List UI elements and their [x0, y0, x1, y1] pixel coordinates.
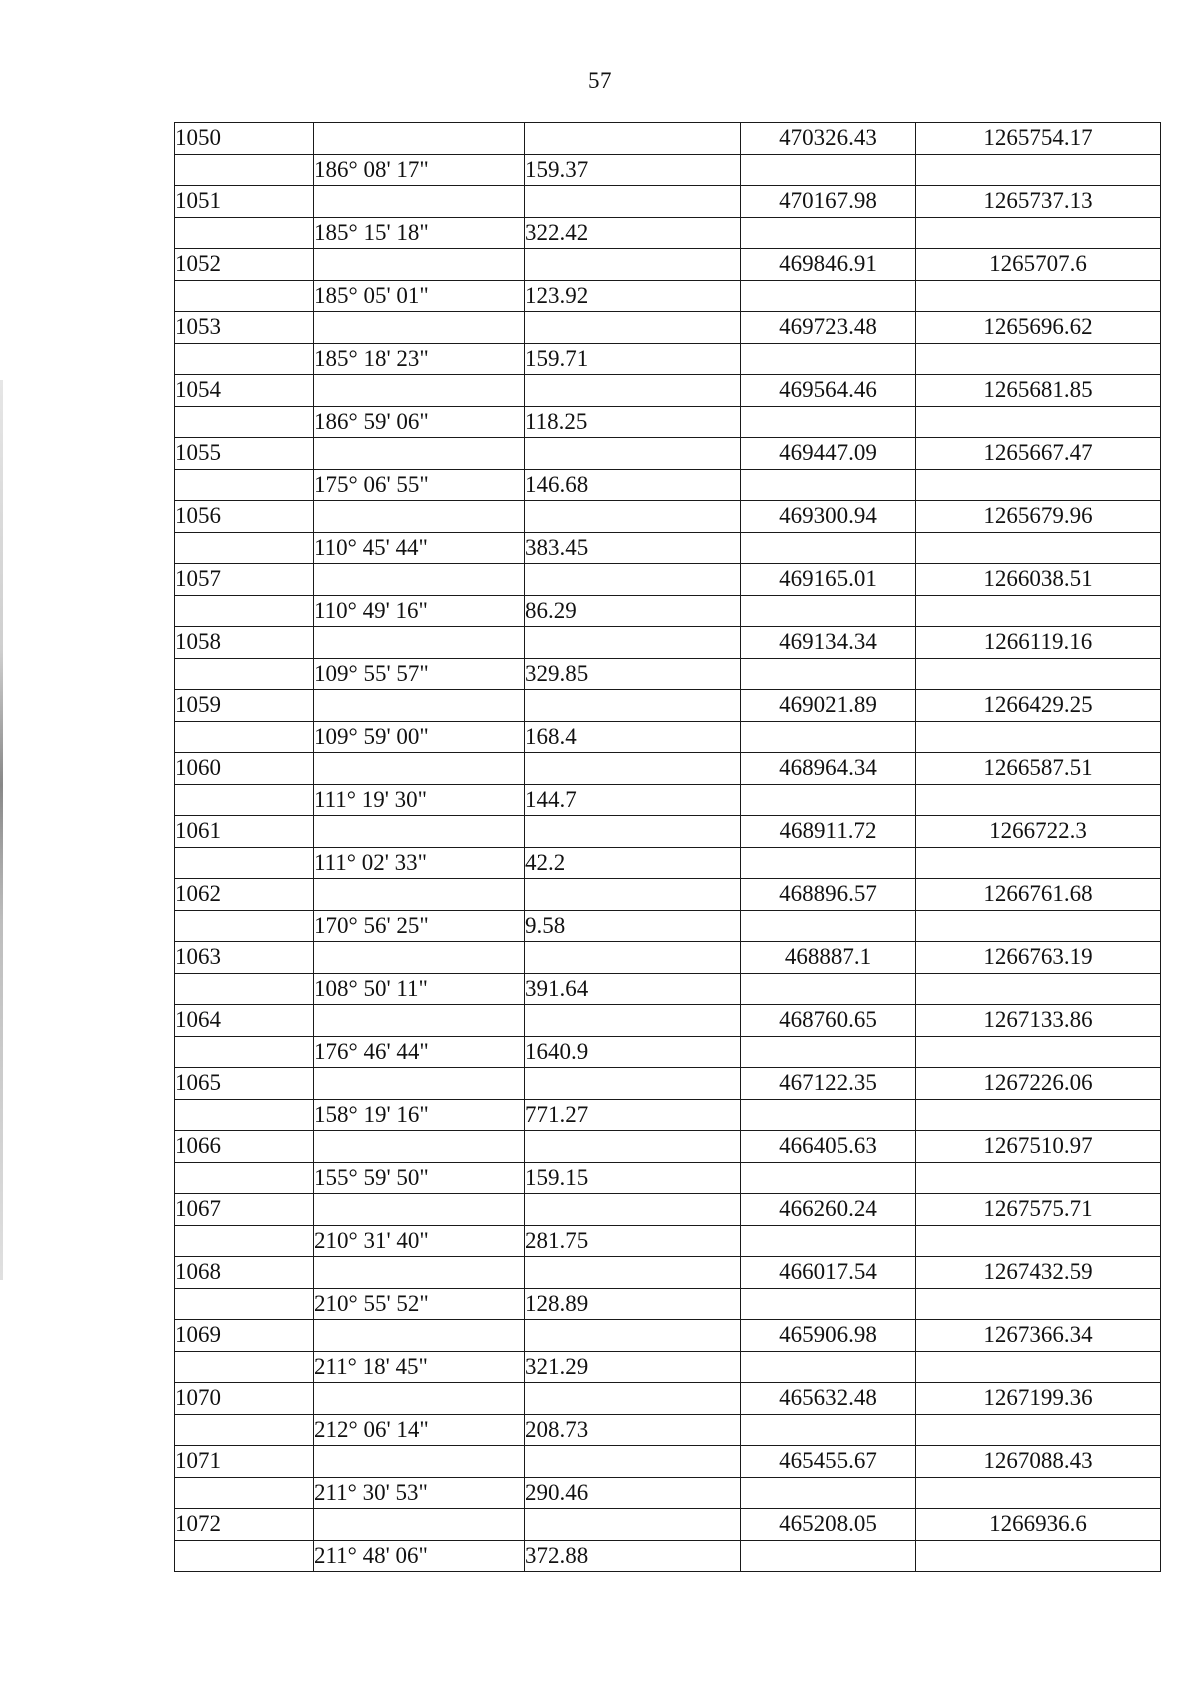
point-number-cell: 1070 [175, 1383, 314, 1415]
distance-cell [525, 438, 741, 470]
segment-row [175, 910, 1161, 942]
y-coordinate-cell [916, 595, 1161, 627]
distance-cell: 168.4 [525, 721, 741, 753]
distance-cell [525, 312, 741, 344]
segment-row [175, 721, 1161, 753]
y-coordinate-cell [916, 532, 1161, 564]
x-coordinate-cell [741, 595, 916, 627]
point-row [175, 879, 1161, 911]
y-coordinate-cell: 1266119.16 [916, 627, 1161, 659]
x-coordinate-cell: 468964.34 [741, 753, 916, 785]
point-number-cell [175, 280, 314, 312]
point-row [175, 1131, 1161, 1163]
y-coordinate-cell [916, 784, 1161, 816]
point-number-cell [175, 343, 314, 375]
segment-row [175, 406, 1161, 438]
x-coordinate-cell: 466405.63 [741, 1131, 916, 1163]
bearing-cell [314, 123, 525, 155]
bearing-cell [314, 879, 525, 911]
bearing-cell: 185° 05' 01" [314, 280, 525, 312]
distance-cell [525, 375, 741, 407]
segment-row [175, 595, 1161, 627]
point-row [175, 564, 1161, 596]
distance-cell: 383.45 [525, 532, 741, 564]
x-coordinate-cell: 465632.48 [741, 1383, 916, 1415]
y-coordinate-cell [916, 1099, 1161, 1131]
bearing-cell: 211° 48' 06" [314, 1540, 525, 1572]
segment-row [175, 1162, 1161, 1194]
distance-cell: 159.71 [525, 343, 741, 375]
point-row [175, 1005, 1161, 1037]
point-number-cell [175, 658, 314, 690]
x-coordinate-cell: 465455.67 [741, 1446, 916, 1478]
y-coordinate-cell [916, 910, 1161, 942]
distance-cell [525, 1131, 741, 1163]
bearing-cell [314, 312, 525, 344]
point-row [175, 1068, 1161, 1100]
bearing-cell [314, 1194, 525, 1226]
distance-cell: 290.46 [525, 1477, 741, 1509]
bearing-cell: 176° 46' 44" [314, 1036, 525, 1068]
segment-row [175, 784, 1161, 816]
x-coordinate-cell [741, 1162, 916, 1194]
bearing-cell [314, 186, 525, 218]
distance-cell: 86.29 [525, 595, 741, 627]
distance-cell: 1640.9 [525, 1036, 741, 1068]
x-coordinate-cell: 465906.98 [741, 1320, 916, 1352]
coordinates-table-body [175, 123, 1161, 1572]
bearing-cell: 108° 50' 11" [314, 973, 525, 1005]
x-coordinate-cell [741, 973, 916, 1005]
bearing-cell: 175° 06' 55" [314, 469, 525, 501]
y-coordinate-cell [916, 1288, 1161, 1320]
distance-cell: 329.85 [525, 658, 741, 690]
y-coordinate-cell: 1265679.96 [916, 501, 1161, 533]
segment-row [175, 1540, 1161, 1572]
bearing-cell: 109° 55' 57" [314, 658, 525, 690]
x-coordinate-cell [741, 1351, 916, 1383]
point-number-cell: 1068 [175, 1257, 314, 1289]
y-coordinate-cell: 1266038.51 [916, 564, 1161, 596]
page-number: 57 [588, 68, 612, 93]
segment-row [175, 1099, 1161, 1131]
point-number-cell [175, 1099, 314, 1131]
point-number-cell [175, 1225, 314, 1257]
segment-row [175, 1414, 1161, 1446]
segment-row [175, 1477, 1161, 1509]
distance-cell [525, 816, 741, 848]
point-number-cell [175, 721, 314, 753]
x-coordinate-cell: 469846.91 [741, 249, 916, 281]
y-coordinate-cell: 1265754.17 [916, 123, 1161, 155]
x-coordinate-cell: 467122.35 [741, 1068, 916, 1100]
bearing-cell [314, 564, 525, 596]
y-coordinate-cell [916, 1477, 1161, 1509]
point-row [175, 1257, 1161, 1289]
y-coordinate-cell [916, 658, 1161, 690]
distance-cell: 9.58 [525, 910, 741, 942]
point-row [175, 501, 1161, 533]
y-coordinate-cell [916, 154, 1161, 186]
y-coordinate-cell [916, 847, 1161, 879]
y-coordinate-cell [916, 406, 1161, 438]
y-coordinate-cell: 1267432.59 [916, 1257, 1161, 1289]
x-coordinate-cell [741, 847, 916, 879]
x-coordinate-cell: 466260.24 [741, 1194, 916, 1226]
y-coordinate-cell: 1267226.06 [916, 1068, 1161, 1100]
y-coordinate-cell [916, 973, 1161, 1005]
segment-row [175, 217, 1161, 249]
scan-edge-shadow [0, 380, 3, 1280]
point-number-cell: 1051 [175, 186, 314, 218]
x-coordinate-cell: 469564.46 [741, 375, 916, 407]
bearing-cell [314, 501, 525, 533]
x-coordinate-cell [741, 1288, 916, 1320]
segment-row [175, 532, 1161, 564]
distance-cell: 159.37 [525, 154, 741, 186]
point-number-cell: 1066 [175, 1131, 314, 1163]
distance-cell: 146.68 [525, 469, 741, 501]
y-coordinate-cell: 1266763.19 [916, 942, 1161, 974]
segment-row [175, 1288, 1161, 1320]
bearing-cell: 185° 15' 18" [314, 217, 525, 249]
x-coordinate-cell [741, 406, 916, 438]
bearing-cell: 186° 59' 06" [314, 406, 525, 438]
point-row [175, 438, 1161, 470]
point-number-cell: 1050 [175, 123, 314, 155]
x-coordinate-cell [741, 910, 916, 942]
point-number-cell: 1072 [175, 1509, 314, 1541]
bearing-cell: 111° 02' 33" [314, 847, 525, 879]
point-number-cell: 1058 [175, 627, 314, 659]
x-coordinate-cell: 466017.54 [741, 1257, 916, 1289]
point-number-cell [175, 1162, 314, 1194]
distance-cell [525, 186, 741, 218]
distance-cell [525, 564, 741, 596]
bearing-cell [314, 627, 525, 659]
x-coordinate-cell [741, 1540, 916, 1572]
coordinates-table [174, 122, 1161, 1572]
bearing-cell [314, 816, 525, 848]
segment-row [175, 154, 1161, 186]
point-number-cell [175, 1288, 314, 1320]
y-coordinate-cell [916, 1162, 1161, 1194]
x-coordinate-cell: 468911.72 [741, 816, 916, 848]
segment-row [175, 469, 1161, 501]
point-row [175, 753, 1161, 785]
bearing-cell [314, 753, 525, 785]
x-coordinate-cell: 469134.34 [741, 627, 916, 659]
point-number-cell [175, 1477, 314, 1509]
bearing-cell: 212° 06' 14" [314, 1414, 525, 1446]
x-coordinate-cell [741, 1414, 916, 1446]
point-row [175, 1194, 1161, 1226]
point-number-cell: 1062 [175, 879, 314, 911]
point-row [175, 1509, 1161, 1541]
x-coordinate-cell [741, 721, 916, 753]
distance-cell [525, 1068, 741, 1100]
point-number-cell: 1065 [175, 1068, 314, 1100]
point-number-cell [175, 469, 314, 501]
point-row [175, 690, 1161, 722]
point-number-cell [175, 1540, 314, 1572]
x-coordinate-cell [741, 469, 916, 501]
bearing-cell: 210° 31' 40" [314, 1225, 525, 1257]
point-number-cell [175, 595, 314, 627]
distance-cell: 372.88 [525, 1540, 741, 1572]
bearing-cell [314, 1320, 525, 1352]
distance-cell: 128.89 [525, 1288, 741, 1320]
point-number-cell: 1071 [175, 1446, 314, 1478]
distance-cell: 322.42 [525, 217, 741, 249]
point-number-cell [175, 784, 314, 816]
y-coordinate-cell [916, 217, 1161, 249]
bearing-cell: 110° 49' 16" [314, 595, 525, 627]
point-number-cell: 1061 [175, 816, 314, 848]
segment-row [175, 280, 1161, 312]
segment-row [175, 847, 1161, 879]
segment-row [175, 1036, 1161, 1068]
x-coordinate-cell [741, 532, 916, 564]
point-number-cell [175, 910, 314, 942]
distance-cell [525, 942, 741, 974]
x-coordinate-cell [741, 154, 916, 186]
point-number-cell: 1067 [175, 1194, 314, 1226]
segment-row [175, 658, 1161, 690]
distance-cell: 118.25 [525, 406, 741, 438]
distance-cell [525, 690, 741, 722]
distance-cell [525, 1509, 741, 1541]
distance-cell: 159.15 [525, 1162, 741, 1194]
distance-cell [525, 1446, 741, 1478]
point-number-cell: 1069 [175, 1320, 314, 1352]
y-coordinate-cell [916, 1036, 1161, 1068]
y-coordinate-cell: 1267088.43 [916, 1446, 1161, 1478]
x-coordinate-cell: 468896.57 [741, 879, 916, 911]
y-coordinate-cell [916, 1225, 1161, 1257]
bearing-cell: 155° 59' 50" [314, 1162, 525, 1194]
bearing-cell [314, 438, 525, 470]
point-number-cell: 1064 [175, 1005, 314, 1037]
distance-cell [525, 1005, 741, 1037]
bearing-cell [314, 1131, 525, 1163]
bearing-cell: 211° 18' 45" [314, 1351, 525, 1383]
bearing-cell: 210° 55' 52" [314, 1288, 525, 1320]
point-number-cell: 1056 [175, 501, 314, 533]
y-coordinate-cell: 1266587.51 [916, 753, 1161, 785]
bearing-cell: 185° 18' 23" [314, 343, 525, 375]
y-coordinate-cell [916, 343, 1161, 375]
bearing-cell [314, 1257, 525, 1289]
bearing-cell [314, 375, 525, 407]
point-row [175, 816, 1161, 848]
point-number-cell [175, 217, 314, 249]
distance-cell [525, 501, 741, 533]
y-coordinate-cell: 1265667.47 [916, 438, 1161, 470]
segment-row [175, 1351, 1161, 1383]
point-number-cell: 1053 [175, 312, 314, 344]
distance-cell [525, 1194, 741, 1226]
x-coordinate-cell [741, 1036, 916, 1068]
y-coordinate-cell: 1267133.86 [916, 1005, 1161, 1037]
y-coordinate-cell: 1266936.6 [916, 1509, 1161, 1541]
x-coordinate-cell: 469021.89 [741, 690, 916, 722]
point-number-cell [175, 406, 314, 438]
bearing-cell: 170° 56' 25" [314, 910, 525, 942]
x-coordinate-cell [741, 658, 916, 690]
point-row [175, 312, 1161, 344]
point-number-cell [175, 973, 314, 1005]
y-coordinate-cell [916, 1540, 1161, 1572]
point-number-cell [175, 1351, 314, 1383]
y-coordinate-cell: 1266722.3 [916, 816, 1161, 848]
y-coordinate-cell: 1267510.97 [916, 1131, 1161, 1163]
y-coordinate-cell: 1267366.34 [916, 1320, 1161, 1352]
bearing-cell: 211° 30' 53" [314, 1477, 525, 1509]
x-coordinate-cell: 468760.65 [741, 1005, 916, 1037]
x-coordinate-cell [741, 1099, 916, 1131]
point-number-cell: 1055 [175, 438, 314, 470]
point-number-cell: 1063 [175, 942, 314, 974]
x-coordinate-cell [741, 217, 916, 249]
y-coordinate-cell [916, 1414, 1161, 1446]
y-coordinate-cell: 1265681.85 [916, 375, 1161, 407]
point-number-cell: 1054 [175, 375, 314, 407]
distance-cell: 321.29 [525, 1351, 741, 1383]
segment-row [175, 343, 1161, 375]
distance-cell: 123.92 [525, 280, 741, 312]
bearing-cell [314, 1446, 525, 1478]
bearing-cell: 110° 45' 44" [314, 532, 525, 564]
bearing-cell [314, 1005, 525, 1037]
x-coordinate-cell: 468887.1 [741, 942, 916, 974]
bearing-cell [314, 1068, 525, 1100]
segment-row [175, 973, 1161, 1005]
distance-cell [525, 123, 741, 155]
point-number-cell: 1052 [175, 249, 314, 281]
x-coordinate-cell: 469165.01 [741, 564, 916, 596]
distance-cell: 208.73 [525, 1414, 741, 1446]
x-coordinate-cell [741, 784, 916, 816]
point-number-cell: 1057 [175, 564, 314, 596]
point-number-cell: 1060 [175, 753, 314, 785]
point-row [175, 375, 1161, 407]
point-row [175, 249, 1161, 281]
distance-cell [525, 1320, 741, 1352]
point-row [175, 123, 1161, 155]
x-coordinate-cell: 470167.98 [741, 186, 916, 218]
x-coordinate-cell: 470326.43 [741, 123, 916, 155]
x-coordinate-cell [741, 1225, 916, 1257]
x-coordinate-cell: 469300.94 [741, 501, 916, 533]
y-coordinate-cell: 1265737.13 [916, 186, 1161, 218]
bearing-cell [314, 1509, 525, 1541]
distance-cell [525, 1383, 741, 1415]
y-coordinate-cell [916, 721, 1161, 753]
distance-cell: 391.64 [525, 973, 741, 1005]
bearing-cell [314, 1383, 525, 1415]
y-coordinate-cell: 1265707.6 [916, 249, 1161, 281]
point-number-cell [175, 1414, 314, 1446]
point-row [175, 627, 1161, 659]
y-coordinate-cell [916, 469, 1161, 501]
point-number-cell [175, 847, 314, 879]
point-row [175, 1383, 1161, 1415]
distance-cell: 144.7 [525, 784, 741, 816]
point-row [175, 1320, 1161, 1352]
y-coordinate-cell: 1267199.36 [916, 1383, 1161, 1415]
point-row [175, 186, 1161, 218]
bearing-cell: 158° 19' 16" [314, 1099, 525, 1131]
y-coordinate-cell: 1266429.25 [916, 690, 1161, 722]
y-coordinate-cell [916, 1351, 1161, 1383]
distance-cell: 42.2 [525, 847, 741, 879]
x-coordinate-cell [741, 280, 916, 312]
point-number-cell: 1059 [175, 690, 314, 722]
bearing-cell [314, 249, 525, 281]
point-row [175, 1446, 1161, 1478]
distance-cell: 771.27 [525, 1099, 741, 1131]
distance-cell [525, 1257, 741, 1289]
x-coordinate-cell: 469447.09 [741, 438, 916, 470]
point-row [175, 942, 1161, 974]
y-coordinate-cell [916, 280, 1161, 312]
distance-cell [525, 753, 741, 785]
point-number-cell [175, 1036, 314, 1068]
bearing-cell [314, 942, 525, 974]
x-coordinate-cell: 469723.48 [741, 312, 916, 344]
y-coordinate-cell: 1266761.68 [916, 879, 1161, 911]
bearing-cell: 111° 19' 30" [314, 784, 525, 816]
bearing-cell [314, 690, 525, 722]
x-coordinate-cell: 465208.05 [741, 1509, 916, 1541]
bearing-cell: 186° 08' 17" [314, 154, 525, 186]
point-number-cell [175, 532, 314, 564]
point-number-cell [175, 154, 314, 186]
distance-cell [525, 879, 741, 911]
y-coordinate-cell: 1265696.62 [916, 312, 1161, 344]
y-coordinate-cell: 1267575.71 [916, 1194, 1161, 1226]
distance-cell: 281.75 [525, 1225, 741, 1257]
segment-row [175, 1225, 1161, 1257]
x-coordinate-cell [741, 1477, 916, 1509]
x-coordinate-cell [741, 343, 916, 375]
bearing-cell: 109° 59' 00" [314, 721, 525, 753]
distance-cell [525, 249, 741, 281]
distance-cell [525, 627, 741, 659]
